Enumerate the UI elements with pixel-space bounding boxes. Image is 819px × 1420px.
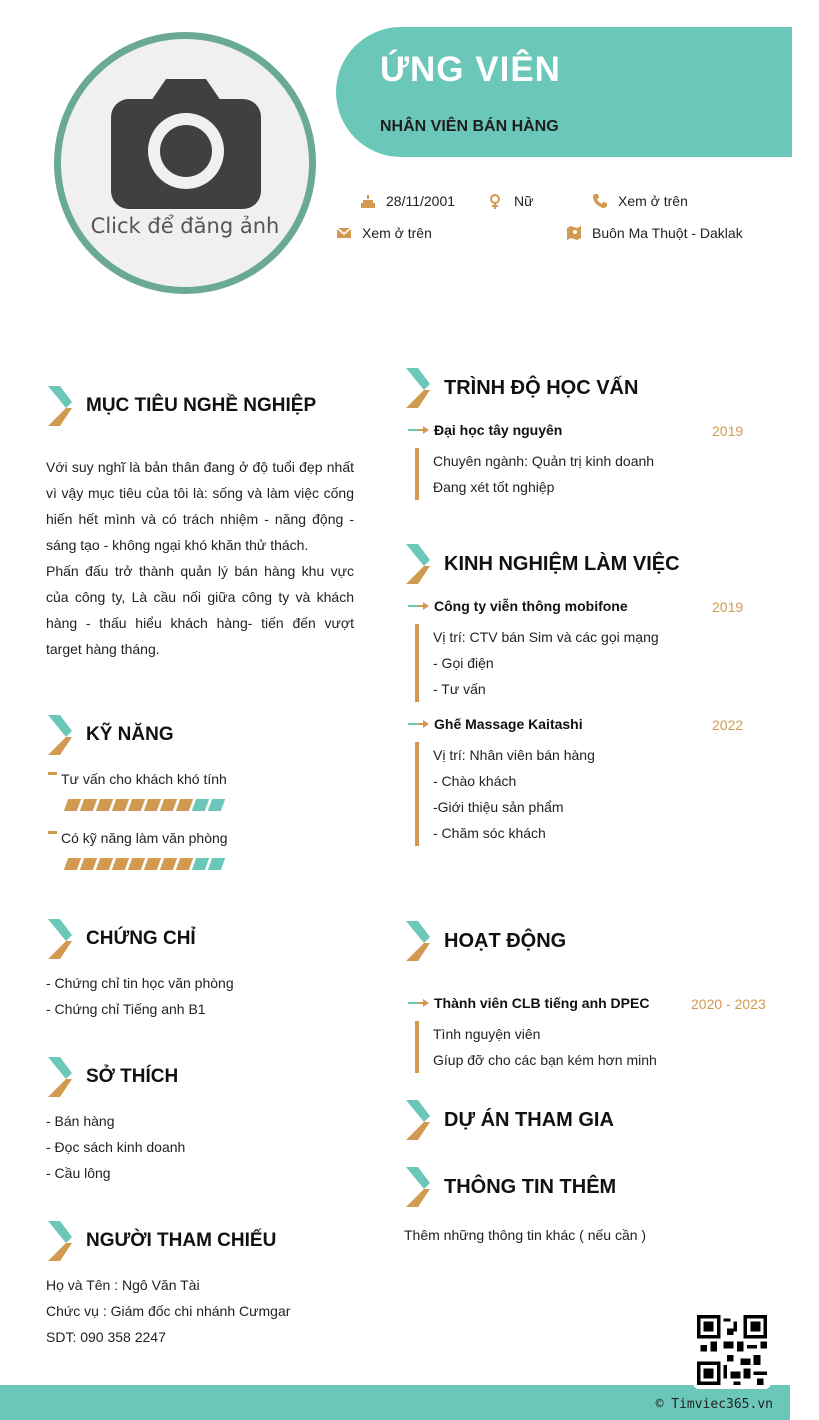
job-year: 2022 xyxy=(712,717,744,733)
address-info xyxy=(566,225,743,241)
chevron-icon xyxy=(46,917,74,961)
list-item: - Cầu lông xyxy=(46,1165,111,1181)
education-school[interactable] xyxy=(408,422,562,438)
header-banner xyxy=(336,27,792,157)
job-details[interactable] xyxy=(415,742,595,846)
objective-content[interactable] xyxy=(46,454,354,662)
certificates-list[interactable] xyxy=(46,970,234,1022)
hobbies-heading xyxy=(46,1055,178,1099)
hobbies-title[interactable]: SỞ THÍCH xyxy=(86,1066,179,1087)
skill-bar-segment xyxy=(144,858,161,870)
phone-value[interactable]: Xem ở trên xyxy=(618,193,688,209)
skill-bar-segment xyxy=(96,858,113,870)
activity-name[interactable] xyxy=(408,995,649,1011)
list-item: Chức vụ : Giám đốc chi nhánh Cưmgar xyxy=(46,1303,291,1319)
objective-title[interactable]: MỤC TIÊU NGHỀ NGHIỆP xyxy=(86,395,317,416)
skill-bar xyxy=(66,799,223,811)
skill-bar-segment xyxy=(80,858,97,870)
skill-bar-segment xyxy=(96,799,113,811)
references-title[interactable]: NGƯỜI THAM CHIẾU xyxy=(86,1230,277,1251)
references-list[interactable] xyxy=(46,1272,290,1350)
list-item: - Bán hàng xyxy=(46,1113,115,1129)
chevron-icon xyxy=(404,1098,432,1142)
detail-line: - Tư vấn xyxy=(433,681,486,697)
job-year: 2019 xyxy=(712,599,744,615)
skill-bar-segment xyxy=(176,799,193,811)
skill-bar-segment xyxy=(192,858,209,870)
detail-line: Gíup đỡ cho các bạn kém hơn minh xyxy=(433,1052,657,1068)
candidate-position[interactable]: NHÂN VIÊN BÁN HÀNG xyxy=(380,118,559,135)
projects-title[interactable]: DỰ ÁN THAM GIA xyxy=(444,1108,614,1131)
objective-text-2: Phấn đấu trở thành quản lý bán hàng khu vực của công ty, Là cầu nối giữa công ty và khách hàng - thấu hiểu khách hàng- tiến đến vượt target hàng tháng. xyxy=(46,563,354,657)
skill-bar-segment xyxy=(160,858,177,870)
gender-info xyxy=(488,193,533,209)
objective-heading xyxy=(46,384,316,428)
arrow-icon xyxy=(408,998,430,1008)
activity-year: 2020 - 2023 xyxy=(691,996,766,1012)
certificates-title[interactable]: CHỨNG CHỈ xyxy=(86,928,196,949)
skill-bar-segment xyxy=(144,799,161,811)
candidate-name[interactable]: ỨNG VIÊN xyxy=(380,50,561,89)
certificates-heading xyxy=(46,917,196,961)
activities-title[interactable]: HOẠT ĐỘNG xyxy=(444,929,567,952)
detail-line: -Giới thiệu sản phẩm xyxy=(433,799,564,815)
detail-line: Đang xét tốt nghiệp xyxy=(433,479,555,495)
skills-heading xyxy=(46,713,174,757)
skill-bar-segment xyxy=(192,799,209,811)
map-icon xyxy=(566,225,582,241)
activity-details[interactable] xyxy=(415,1021,657,1073)
list-item: Họ và Tên : Ngô Văn Tài xyxy=(46,1277,200,1293)
detail-line: Chuyên ngành: Quản trị kinh doanh xyxy=(433,453,655,469)
company-name: Công ty viễn thông mobifone xyxy=(434,598,628,614)
phone-icon xyxy=(592,193,608,209)
experience-heading xyxy=(404,542,680,586)
detail-line: Vị trí: Nhân viên bán hàng xyxy=(433,747,595,763)
detail-line: - Gọi điện xyxy=(433,655,494,671)
phone-info xyxy=(592,193,688,209)
skill-bar-segment xyxy=(176,858,193,870)
hobbies-list[interactable] xyxy=(46,1108,185,1186)
skill-bar-segment xyxy=(128,858,145,870)
gender-value[interactable]: Nữ xyxy=(514,193,534,209)
gender-icon xyxy=(488,193,504,209)
list-item: - Chứng chỉ Tiếng anh B1 xyxy=(46,1001,206,1017)
more-info-heading xyxy=(404,1165,616,1209)
skill-bar-segment xyxy=(80,799,97,811)
avatar-upload-label: Click để đăng ảnh xyxy=(90,214,280,238)
activity-title: Thành viên CLB tiếng anh DPEC xyxy=(434,995,650,1011)
skill-label: Có kỹ năng làm văn phòng xyxy=(61,830,228,846)
more-info-title[interactable]: THÔNG TIN THÊM xyxy=(444,1175,617,1198)
list-item: SDT: 090 358 2247 xyxy=(46,1329,166,1345)
detail-line: - Chăm sóc khách xyxy=(433,825,546,841)
skill-bar-segment xyxy=(208,799,225,811)
chevron-icon xyxy=(404,919,432,963)
chevron-icon xyxy=(46,713,74,757)
skill-marker xyxy=(48,831,57,834)
skill-item[interactable] xyxy=(61,830,228,846)
education-details[interactable] xyxy=(415,448,654,500)
list-item: - Đọc sách kinh doanh xyxy=(46,1139,186,1155)
skills-title[interactable]: KỸ NĂNG xyxy=(86,724,174,745)
detail-line: Vị trí: CTV bán Sim và các gọi mạng xyxy=(433,629,659,645)
email-info xyxy=(336,225,432,241)
arrow-icon xyxy=(408,601,430,611)
objective-text-1: Với suy nghĩ là bản thân đang ở độ tuổi đẹp nhất vì vậy mục tiêu của tôi là: sống và làm việc cống hiến hết mình và có trách nhiệm - năng động - sáng tạo - không ngại khó khăn thử thách. xyxy=(46,459,354,553)
avatar-upload[interactable] xyxy=(54,32,316,294)
list-item: - Chứng chỉ tin học văn phòng xyxy=(46,975,234,991)
skill-marker xyxy=(48,772,57,775)
company-name: Ghế Massage Kaitashi xyxy=(434,716,583,732)
email-value[interactable]: Xem ở trên xyxy=(362,225,432,241)
arrow-icon xyxy=(408,425,430,435)
chevron-icon xyxy=(46,384,74,428)
skill-label: Tư vấn cho khách khó tính xyxy=(61,771,227,787)
detail-line: Tình nguyện viên xyxy=(433,1026,541,1042)
activities-heading xyxy=(404,919,566,963)
skill-bar-segment xyxy=(160,799,177,811)
arrow-icon xyxy=(408,719,430,729)
education-heading xyxy=(404,366,638,410)
birthday-info xyxy=(360,193,455,209)
detail-line: - Chào khách xyxy=(433,773,517,789)
experience-title[interactable]: KINH NGHIỆM LÀM VIỆC xyxy=(444,552,680,575)
skill-bar-segment xyxy=(64,799,81,811)
skill-item[interactable] xyxy=(61,771,227,787)
skill-bar-segment xyxy=(128,799,145,811)
chevron-icon xyxy=(46,1055,74,1099)
chevron-icon xyxy=(46,1219,74,1263)
job-company[interactable] xyxy=(408,716,583,732)
job-details[interactable] xyxy=(415,624,659,702)
references-heading xyxy=(46,1219,276,1263)
more-info-text[interactable]: Thêm những thông tin khác ( nếu cần ) xyxy=(404,1227,647,1243)
birthday-value[interactable]: 28/11/2001 xyxy=(386,193,456,209)
job-company[interactable] xyxy=(408,598,628,614)
skill-bar-segment xyxy=(208,858,225,870)
education-title[interactable]: TRÌNH ĐỘ HỌC VẤN xyxy=(444,376,639,399)
qr-code-icon xyxy=(697,1315,767,1385)
school-name: Đại học tây nguyên xyxy=(434,422,563,438)
projects-heading xyxy=(404,1098,614,1142)
cake-icon xyxy=(360,193,376,209)
chevron-icon xyxy=(404,366,432,410)
qr-code xyxy=(693,1311,771,1389)
skill-bar-segment xyxy=(112,799,129,811)
skill-bar-segment xyxy=(112,858,129,870)
skill-bar-segment xyxy=(64,858,81,870)
mail-icon xyxy=(336,225,352,241)
camera-icon xyxy=(111,79,261,209)
education-year: 2019 xyxy=(712,423,744,439)
address-value[interactable]: Buôn Ma Thuột - Daklak xyxy=(592,225,743,241)
chevron-icon xyxy=(404,542,432,586)
chevron-icon xyxy=(404,1165,432,1209)
skill-bar xyxy=(66,858,223,870)
copyright-text: © Timviec365.vn xyxy=(655,1397,773,1412)
